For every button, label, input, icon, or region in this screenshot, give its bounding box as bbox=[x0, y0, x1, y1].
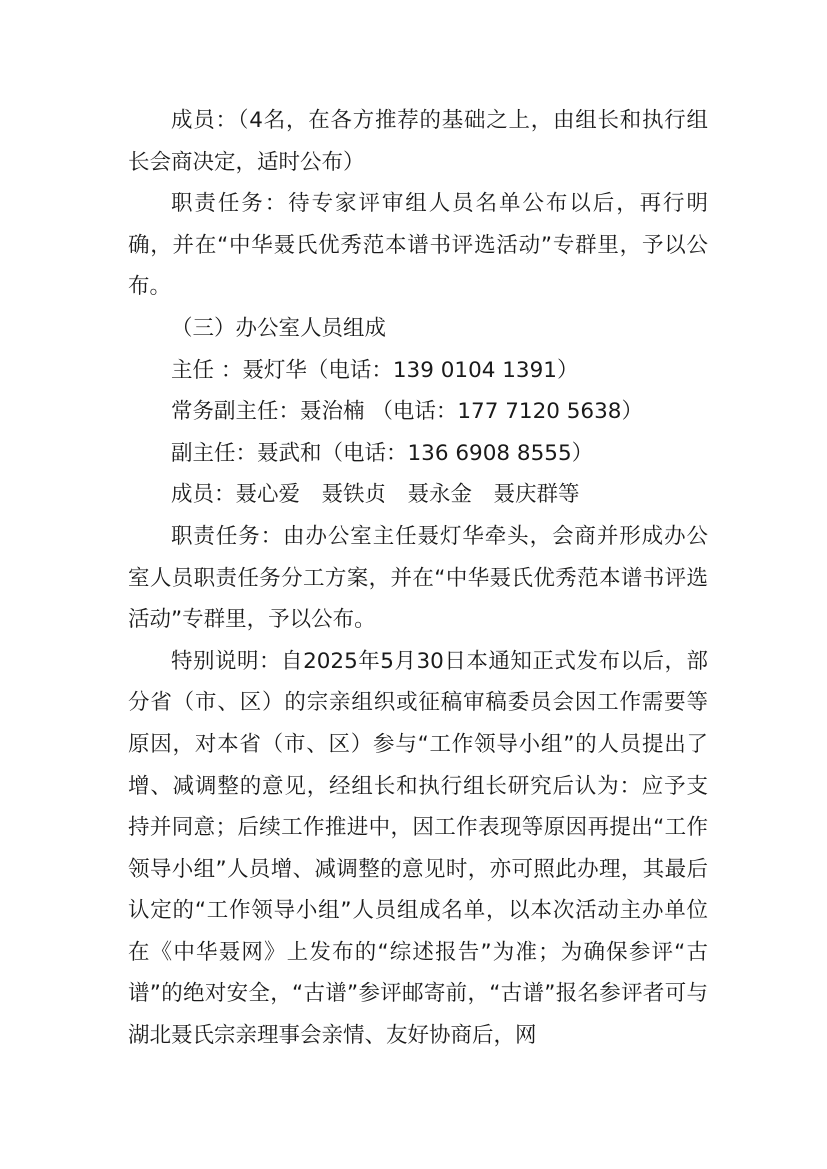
document-body bbox=[128, 100, 708, 1057]
paragraph-deputy-director: 副主任：聂武和（电话：136 6908 8555） bbox=[171, 440, 594, 466]
paragraph-special-note: 特别说明：自2025年5月30日本通知正式发布以后，部分省（市、区）的宗亲组织或征稿审稿委员会因工作需要等原因，对本省（市、区）参与“工作领导小组”的人员提出了增、减调整的意见，经组长和执行组长研究后认为：应予支持并同意；后续工作推进中，因工作表现等原因再提出“工作领导小组”人员增、减调整的意见时，亦可照此办理，其最后认定的“工作领导小组”人员组成名单，以本次活动主办单位在《中华聂网》上发布的“综述报告”为准；为确保参评“古谱”的绝对安全，“古谱”参评邮寄前，“古谱”报名参评者可与湖北聂氏宗亲理事会亲情、友好协商后，网 bbox=[128, 648, 708, 1049]
paragraph-executive-deputy-director: 常务副主任：聂治楠 （电话：177 7120 5638） bbox=[171, 399, 643, 425]
paragraph-members-expert: 成员：（4名，在各方推荐的基础之上，由组长和执行组长会商决定，适时公布） bbox=[128, 108, 708, 175]
paragraph-director: 主任 ：聂灯华（电话：139 0104 1391） bbox=[171, 357, 579, 383]
paragraph-duties-office: 职责任务：由办公室主任聂灯华牵头，会商并形成办公室人员职责任务分工方案，并在“中华聂氏优秀范本谱书评选活动”专群里，予以公布。 bbox=[128, 523, 708, 633]
section-heading-office: （三）办公室人员组成 bbox=[171, 315, 387, 341]
paragraph-duties-expert: 职责任务：待专家评审组人员名单公布以后，再行明确，并在“中华聂氏优秀范本谱书评选活动”专群里，予以公布。 bbox=[128, 191, 708, 300]
paragraph-office-members: 成员：聂心爱 聂铁贞 聂永金 聂庆群等 bbox=[171, 482, 580, 508]
